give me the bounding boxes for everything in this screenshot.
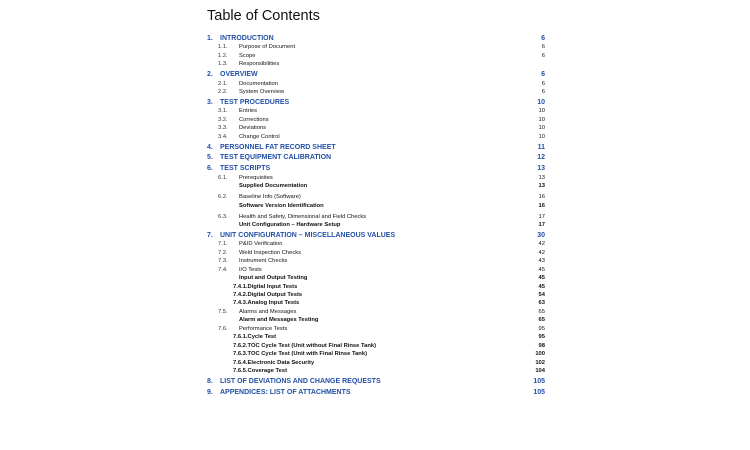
toc-entry-page: 105: [533, 388, 545, 396]
toc-entry-number: 1.1.: [218, 44, 228, 51]
toc-entry-label: Unit Configuration – Hardware Setup: [239, 222, 341, 229]
toc-entry-page: 95: [538, 325, 545, 332]
toc-entry-number: 8.: [207, 377, 213, 385]
toc-entry-label: Prerequisites: [239, 174, 273, 181]
toc-entry[interactable]: [207, 366, 545, 374]
toc-entry-number: 6.: [207, 165, 213, 173]
toc-entry-label: 7.6.1.Cycle Test: [233, 334, 277, 341]
toc-entry-page: 45: [538, 275, 545, 282]
toc-entry-page: 13: [537, 165, 545, 173]
toc-entry[interactable]: [207, 181, 545, 189]
toc-entry-page: 12: [537, 154, 545, 162]
toc-entry[interactable]: [207, 106, 545, 114]
toc-entry-label: APPENDICES: LIST OF ATTACHMENTS: [220, 388, 351, 396]
toc-entry[interactable]: [207, 385, 545, 396]
toc-entry-number: 6.2.: [218, 194, 228, 201]
toc-entry-number: 2.1.: [218, 80, 228, 87]
toc-entry-label: I/O Tests: [239, 266, 262, 273]
toc-entry-page: 11: [537, 143, 545, 151]
toc-entry-page: 63: [538, 300, 545, 307]
toc-entry-label: Alarms and Messages: [239, 308, 297, 315]
toc-entry-page: 54: [538, 292, 545, 299]
toc-entry[interactable]: [207, 78, 545, 86]
toc-entry-label: Software Version Identification: [239, 202, 324, 209]
toc-entry-page: 13: [538, 183, 545, 190]
toc-list: [207, 31, 545, 396]
toc-entry-number: 7.3.: [218, 258, 228, 265]
toc-entry-page: 100: [535, 351, 545, 358]
toc-entry-page: 10: [537, 98, 545, 106]
toc-entry-label: System Overview: [239, 88, 285, 95]
toc-entry-label: Entries: [239, 108, 258, 115]
toc-entry[interactable]: [207, 357, 545, 365]
toc-entry-page: 95: [538, 334, 545, 341]
toc-entry[interactable]: [207, 298, 545, 306]
toc-entry-number: 7.4.: [218, 266, 228, 273]
toc-entry-label: 7.4.1.Digital Input Tests: [233, 283, 298, 290]
toc-entry-label: 7.4.2.Digital Output Tests: [233, 292, 303, 299]
toc-entry[interactable]: [207, 374, 545, 385]
toc-entry[interactable]: [207, 67, 545, 78]
toc-entry-number: 3.3.: [218, 125, 228, 132]
toc-entry-label: Instrument Checks: [239, 258, 288, 265]
toc-entry-page: 65: [538, 317, 545, 324]
toc-entry-page: 10: [538, 133, 545, 140]
toc-entry[interactable]: [207, 50, 545, 58]
toc-entry-label: 7.6.2.TOC Cycle Test (Unit without Final Rinse Tank): [233, 342, 377, 349]
toc-entry-page: 6: [541, 71, 545, 79]
toc-entry[interactable]: [207, 349, 545, 357]
toc-entry-label: Responsibilities: [239, 61, 280, 68]
toc-title: Table of Contents: [207, 8, 320, 24]
toc-entry-page: 6: [541, 52, 545, 59]
toc-entry-page: 30: [537, 231, 545, 239]
toc-entry-number: 6.3.: [218, 213, 228, 220]
toc-entry-label: 7.4.3.Analog Input Tests: [233, 300, 300, 307]
toc-entry[interactable]: [207, 290, 545, 298]
toc-entry-number: 1.2.: [218, 52, 228, 59]
toc-entry-label: Corrections: [239, 116, 269, 123]
toc-entry-number: 6.1.: [218, 174, 228, 181]
toc-entry[interactable]: [207, 131, 545, 139]
toc-entry-number: 5.: [207, 154, 213, 162]
toc-entry[interactable]: [207, 323, 545, 331]
toc-entry[interactable]: [207, 200, 545, 208]
toc-entry-page: 45: [538, 283, 545, 290]
toc-entry-number: 1.3.: [218, 61, 228, 68]
toc-entry-label: Documentation: [239, 80, 278, 87]
toc-entry-page: 102: [535, 359, 545, 366]
toc-entry-label: Deviations: [239, 125, 267, 132]
toc-entry-page: 104: [535, 367, 545, 374]
toc-entry-page: 10: [538, 125, 545, 132]
toc-entry-number: 1.: [207, 34, 213, 42]
toc-entry-label: Input and Output Testing: [239, 275, 308, 282]
toc-entry-label: OVERVIEW: [220, 71, 258, 79]
toc-entry[interactable]: [207, 172, 545, 180]
toc-entry[interactable]: [207, 31, 545, 42]
toc-entry-label: Scope: [239, 52, 256, 59]
toc-entry[interactable]: [207, 123, 545, 131]
toc-entry-number: 7.6.: [218, 325, 228, 332]
toc-entry[interactable]: [207, 42, 545, 50]
toc-entry[interactable]: [207, 306, 545, 314]
toc-entry[interactable]: [207, 87, 545, 95]
toc-entry-page: 42: [538, 241, 545, 248]
toc-entry-page: 6: [541, 88, 545, 95]
toc-entry-page: 45: [538, 266, 545, 273]
toc-entry-page: 17: [538, 213, 545, 220]
toc-entry-page: 65: [538, 308, 545, 315]
toc-entry-label: Change Control: [239, 133, 280, 140]
toc-entry-number: 4.: [207, 143, 213, 151]
toc-entry-number: 3.2.: [218, 116, 228, 123]
toc-entry-label: Baseline Info (Software): [239, 194, 301, 201]
toc-entry[interactable]: [207, 332, 545, 340]
toc-entry-page: 6: [541, 80, 545, 87]
toc-entry[interactable]: [207, 140, 545, 151]
toc-entry[interactable]: [207, 264, 545, 272]
toc-entry-page: 10: [538, 116, 545, 123]
toc-entry[interactable]: [207, 315, 545, 323]
toc-entry-label: INTRODUCTION: [220, 34, 274, 42]
toc-entry-page: 10: [538, 108, 545, 115]
toc-entry-number: 2.2.: [218, 88, 228, 95]
toc-entry-number: 9.: [207, 388, 213, 396]
toc-entry-number: 3.4.: [218, 133, 228, 140]
toc-entry-page: 6: [541, 34, 545, 42]
toc-entry[interactable]: [207, 151, 545, 162]
toc-entry-page: 43: [538, 258, 545, 265]
toc-entry-label: TEST SCRIPTS: [220, 165, 271, 173]
toc-entry-label: 7.6.4.Electronic Data Security: [233, 359, 315, 366]
toc-entry-number: 7.5.: [218, 308, 228, 315]
toc-entry-label: TEST EQUIPMENT CALIBRATION: [220, 154, 332, 162]
toc-entry-page: 98: [538, 342, 545, 349]
toc-entry-page: 17: [538, 222, 545, 229]
toc-entry[interactable]: [207, 239, 545, 247]
toc-entry[interactable]: [207, 59, 545, 67]
toc-entry[interactable]: [207, 220, 545, 228]
toc-entry-number: 2.: [207, 71, 213, 79]
toc-entry[interactable]: [207, 114, 545, 122]
toc-entry-label: PERSONNEL FAT RECORD SHEET: [220, 143, 336, 151]
toc-entry-page: 105: [533, 377, 545, 385]
toc-entry-number: 7.1.: [218, 241, 228, 248]
toc-entry[interactable]: [207, 247, 545, 255]
toc-entry-number: 3.: [207, 98, 213, 106]
toc-entry-label: Purpose of Document: [239, 44, 296, 51]
toc-entry[interactable]: [207, 228, 545, 239]
toc-entry[interactable]: [207, 161, 545, 172]
toc-entry-label: Supplied Documentation: [239, 183, 308, 190]
toc-entry[interactable]: [207, 95, 545, 106]
toc-entry[interactable]: [207, 273, 545, 281]
toc-entry-number: 7.: [207, 231, 213, 239]
toc-entry[interactable]: [207, 192, 545, 200]
toc-entry-page: 13: [538, 174, 545, 181]
toc-entry[interactable]: [207, 211, 545, 219]
toc-entry-page: 42: [538, 249, 545, 256]
toc-entry-label: Health and Safety, Dimensional and Field Checks: [239, 213, 367, 220]
toc-entry-label: Performance Tests: [239, 325, 288, 332]
toc-entry-number: 7.2.: [218, 249, 228, 256]
toc-entry-page: 16: [538, 194, 545, 201]
toc-entry-label: P&ID Verification: [239, 241, 283, 248]
toc-entry-label: LIST OF DEVIATIONS AND CHANGE REQUESTS: [220, 377, 381, 385]
toc-entry-label: 7.6.3.TOC Cycle Test (Unit with Final Rinse Tank): [233, 351, 367, 358]
toc-entry[interactable]: [207, 281, 545, 289]
toc-entry-label: Alarm and Messages Testing: [239, 317, 319, 324]
toc-entry[interactable]: [207, 340, 545, 348]
toc-entry-label: TEST PROCEDURES: [220, 98, 290, 106]
toc-entry-label: 7.6.5.Coverage Test: [233, 367, 288, 374]
toc-entry-number: 3.1.: [218, 108, 228, 115]
toc-entry-label: UNIT CONFIGURATION – MISCELLANEOUS VALUES: [220, 231, 396, 239]
toc-entry-page: 16: [538, 202, 545, 209]
toc-entry[interactable]: [207, 256, 545, 264]
toc-entry-page: 6: [541, 44, 545, 51]
toc-entry-label: Weld Inspection Checks: [239, 249, 302, 256]
